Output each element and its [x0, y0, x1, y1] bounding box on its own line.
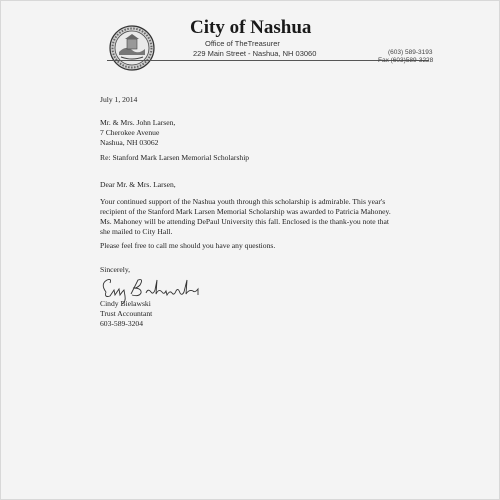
recipient-line: Nashua, NH 03062	[100, 138, 159, 147]
recipient-line: Mr. & Mrs. John Larsen,	[100, 118, 176, 127]
office-address: 229 Main Street - Nashua, NH 03060	[193, 49, 317, 58]
recipient-line: 7 Cherokee Avenue	[100, 128, 160, 137]
letter-date: July 1, 2014	[100, 95, 138, 104]
signer-phone: 603-589-3204	[100, 319, 144, 328]
city-seal-icon	[109, 25, 155, 71]
signer-name: Cindy Bielawski	[100, 299, 151, 308]
paragraph-line: recipient of the Stanford Mark Larsen Memorial Scholarship was awarded to Patricia Mahoney.	[100, 207, 391, 216]
subject-line: Re: Stanford Mark Larsen Memorial Scholarship	[100, 153, 250, 162]
paragraph-line: Your continued support of the Nashua youth through this scholarship is admirable. This year's	[100, 197, 386, 206]
paragraph-line: she mailed to City Hall.	[100, 227, 173, 236]
office-phone: (603) 589-3193	[388, 49, 433, 56]
closing: Sincerely,	[100, 265, 131, 274]
signer-title: Trust Accountant	[100, 309, 153, 318]
office-fax: Fax (603)589-3228	[378, 57, 434, 64]
office-name: Office of TheTreasurer	[205, 39, 280, 48]
paragraph-2: Please feel free to call me should you have any questions.	[100, 241, 276, 250]
city-name: City of Nashua	[190, 17, 312, 38]
paragraph-line: Ms. Mahoney will be attending DePaul University this fall. Enclosed is the thank-you note that	[100, 217, 389, 226]
salutation: Dear Mr. & Mrs. Larsen,	[100, 180, 176, 189]
